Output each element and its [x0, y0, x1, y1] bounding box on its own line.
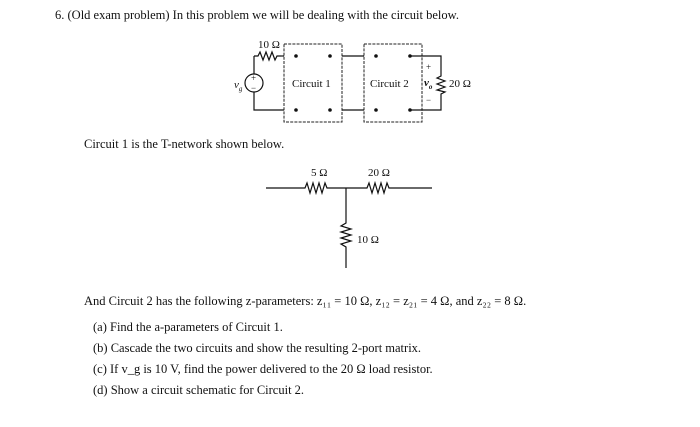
output-minus: − — [426, 95, 432, 105]
circuit2-label: Circuit 2 — [370, 78, 409, 90]
t-network-intro: Circuit 1 is the T-network shown below. — [84, 137, 285, 151]
load-resistor — [437, 73, 445, 95]
t-network-diagram — [0, 150, 700, 300]
part-a: (a) Find the a-parameters of Circuit 1. — [93, 320, 283, 334]
t-network-left-resistor-label: 5 Ω — [311, 167, 328, 179]
parts-list — [93, 321, 433, 405]
circuit1-label: Circuit 1 — [292, 78, 331, 90]
t-network-shunt-resistor-label: 10 Ω — [357, 234, 379, 246]
problem-heading: 6. (Old exam problem) In this problem we will be dealing with the circuit below. — [55, 8, 459, 22]
source-minus: − — [251, 83, 257, 93]
source-resistor-label: 10 Ω — [258, 39, 280, 51]
t-network-right-resistor-label: 20 Ω — [368, 167, 390, 179]
source-resistor — [254, 52, 281, 60]
source-label: $v_g$ — [234, 79, 243, 93]
part-d: (d) Show a circuit schematic for Circuit 2. — [93, 383, 305, 397]
t-network-left-resistor — [302, 183, 330, 193]
part-c: (c) If v_g is 10 V, find the power delivered to the 20 Ω load resistor. — [93, 362, 433, 376]
z-parameters-text: And Circuit 2 has the following z-parameters: z₁₁ = 10 Ω, z₁₂ = z₂₁ = 4 Ω, and z₂₂ = 8 Ω. — [84, 294, 527, 308]
source-plus: + — [251, 73, 257, 83]
t-network-right-resistor — [364, 183, 392, 193]
load-resistor-label: 20 Ω — [449, 78, 471, 90]
t-network-shunt-resistor — [341, 220, 351, 250]
output-plus: + — [426, 62, 432, 72]
output-voltage-label: $v_o$ — [424, 77, 433, 91]
part-b: (b) Cascade the two circuits and show the resulting 2-port matrix. — [93, 341, 422, 355]
cascade-circuit-diagram — [0, 0, 700, 140]
